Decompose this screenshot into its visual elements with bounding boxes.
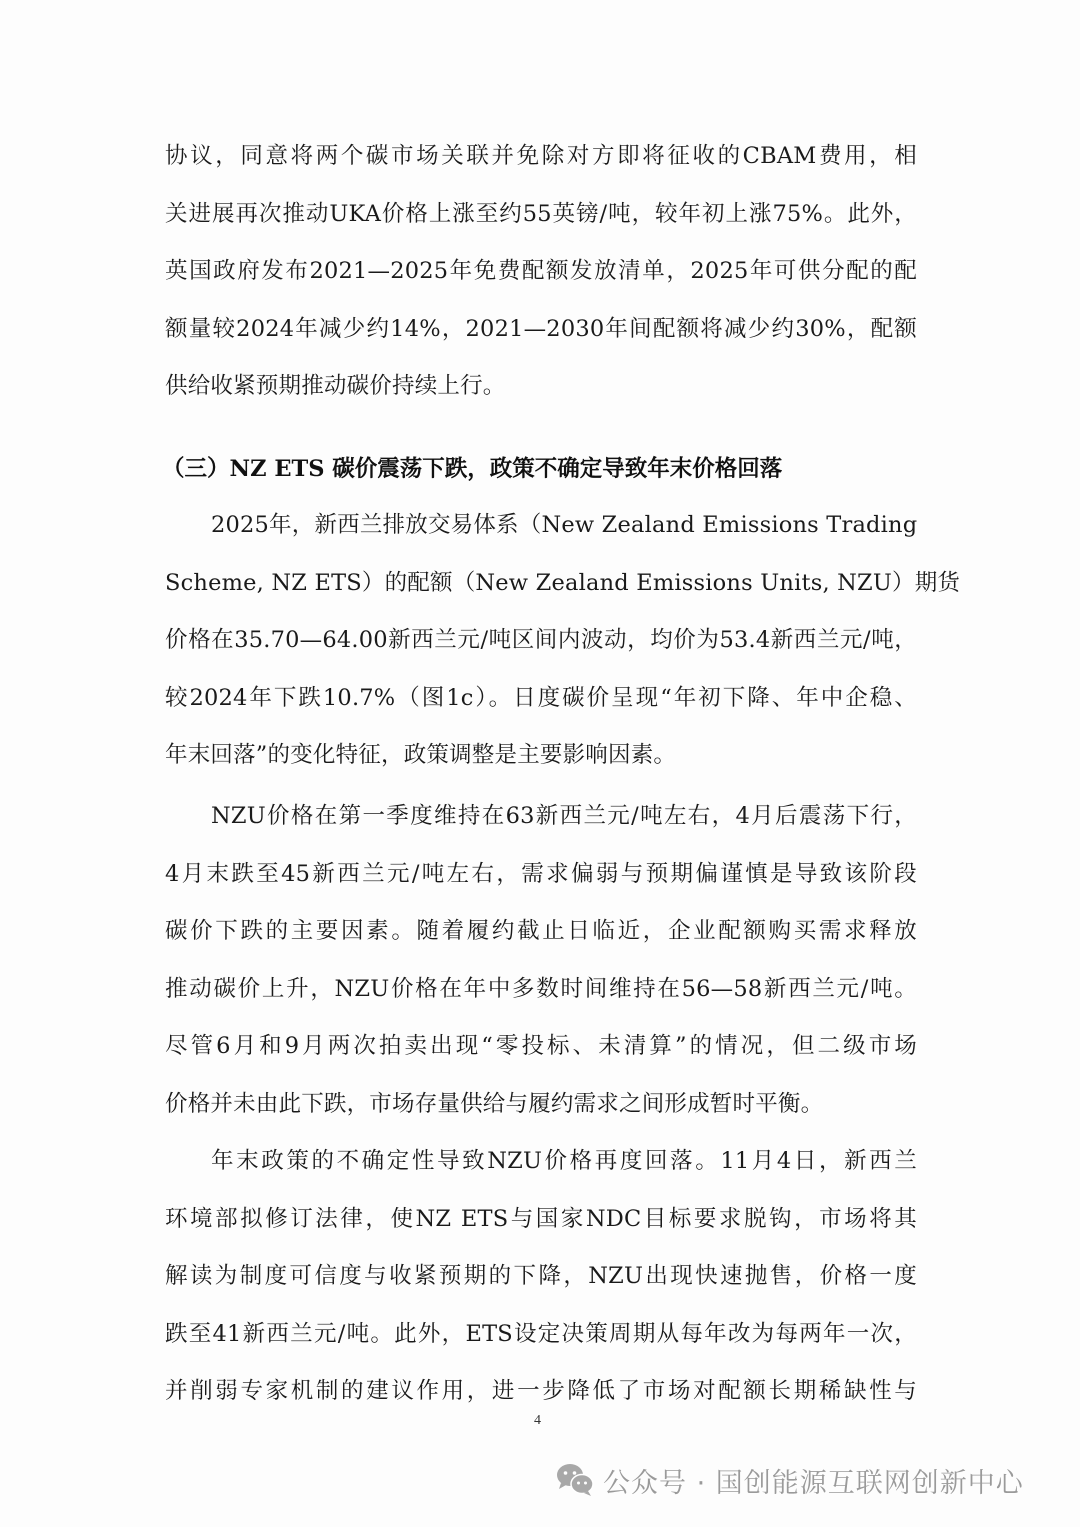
text-line: 尽管6月和9月两次拍卖出现“零投标、未清算”的情况，但二级市场 <box>165 1033 917 1059</box>
text-line: NZU价格在第一季度维持在63新西兰元/吨左右，4月后震荡下行， <box>211 803 917 829</box>
wechat-watermark <box>555 1458 1024 1502</box>
text-line: 英国政府发布2021—2025年免费配额发放清单，2025年可供分配的配 <box>165 258 917 284</box>
text-line: 并削弱专家机制的建议作用，进一步降低了市场对配额长期稀缺性与 <box>165 1378 917 1404</box>
paragraph-year-end-policy <box>165 1133 917 1421</box>
text-line: 价格在35.70—64.00新西兰元/吨区间内波动，均价为53.4新西兰元/吨， <box>165 627 917 653</box>
text-line: 关进展再次推动UKA价格上涨至约55英镑/吨，较年初上涨75%。此外， <box>165 200 917 227</box>
section-heading: （三）NZ ETS 碳价震荡下跌，政策不确定导致年末价格回落 <box>162 456 783 482</box>
text-line: 环境部拟修订法律，使NZ ETS与国家NDC目标要求脱钩，市场将其 <box>165 1205 917 1232</box>
text-line: 2025年，新西兰排放交易体系（New Zealand Emissions Trading <box>211 512 918 538</box>
watermark-text: 公众号 · 国创能源互联网创新中心 <box>603 1467 1024 1499</box>
text-line: 跌至41新西兰元/吨。此外，ETS设定决策周期从每年改为每两年一次， <box>165 1320 917 1347</box>
text-line: 年末政策的不确定性导致NZU价格再度回落。11月4日，新西兰 <box>211 1148 917 1174</box>
text-line: 年末回落”的变化特征，政策调整是主要影响因素。 <box>165 742 677 768</box>
wechat-icon <box>555 1462 595 1498</box>
text-line: Scheme, NZ ETS）的配额（New Zealand Emissions Units, NZU）期货 <box>165 569 961 596</box>
text-line: 推动碳价上升，NZU价格在年中多数时间维持在56—58新西兰元/吨。 <box>165 975 917 1002</box>
paragraph-continued <box>165 128 917 416</box>
text-line: 额量较2024年减少约14%，2021—2030年间配额将减少约30%，配额 <box>165 315 917 342</box>
paragraph-nzu-price-trend <box>165 788 917 1133</box>
text-line: 碳价下跌的主要因素。随着履约截止日临近，企业配额购买需求释放 <box>165 918 917 944</box>
text-line: 4月末跌至45新西兰元/吨左右，需求偏弱与预期偏谨慎是导致该阶段 <box>165 860 917 887</box>
paragraph-nz-ets-overview <box>165 497 961 785</box>
text-line: 较2024年下跌10.7%（图1c）。日度碳价呈现“年初下降、年中企稳、 <box>165 684 917 711</box>
text-line: 价格并未由此下跌，市场存量供给与履约需求之间形成暂时平衡。 <box>165 1090 824 1117</box>
text-line: 供给收紧预期推动碳价持续上行。 <box>165 373 506 399</box>
text-line: 协议，同意将两个碳市场关联并免除对方即将征收的CBAM费用，相 <box>165 143 917 169</box>
text-line: 解读为制度可信度与收紧预期的下降，NZU出现快速抛售，价格一度 <box>165 1263 917 1289</box>
page-number: 4 <box>534 1413 541 1428</box>
